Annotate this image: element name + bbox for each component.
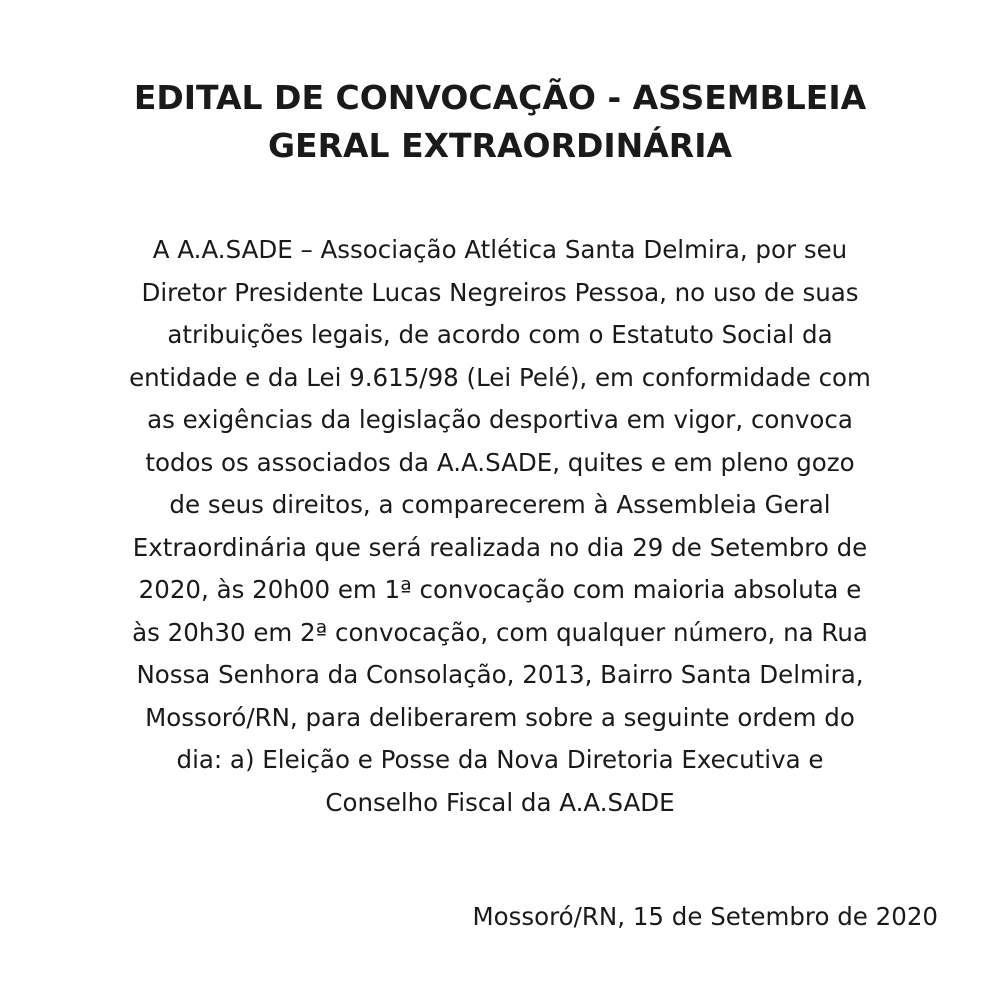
body-line: dia: a) Eleição e Posse da Nova Diretoria Executiva e <box>176 745 824 774</box>
body-line: Mossoró/RN, para deliberarem sobre a seguinte ordem do <box>145 702 855 732</box>
body-line: Conselho Fiscal da A.A.SADE <box>325 787 675 817</box>
document-body <box>0 229 1000 824</box>
signature-place-date: Mossoró/RN, 15 de Setembro de 2020 <box>472 902 938 931</box>
body-line: às 20h30 em 2ª convocação, com qualquer número, na Rua <box>132 617 868 647</box>
body-line: atribuições legais, de acordo com o Estatuto Social da <box>167 320 833 349</box>
title-line-1: EDITAL DE CONVOCAÇÃO - ASSEMBLEIA <box>133 78 867 117</box>
title-line-2: GERAL EXTRAORDINÁRIA <box>267 126 733 165</box>
body-line: 2020, às 20h00 em 1ª convocação com maioria absoluta e <box>138 575 862 604</box>
body-line: de seus direitos, a comparecerem à Assembleia Geral <box>169 490 831 519</box>
body-line: Diretor Presidente Lucas Negreiros Pessoa, no uso de suas <box>141 277 859 307</box>
body-line: todos os associados da A.A.SADE, quites e em pleno gozo <box>145 447 855 477</box>
document-title <box>0 74 1000 170</box>
body-line: entidade e da Lei 9.615/98 (Lei Pelé), em conformidade com <box>129 362 871 392</box>
body-line: as exigências da legislação desportiva em vigor, convoca <box>147 405 853 434</box>
body-line: Extraordinária que será realizada no dia 29 de Setembro de <box>132 532 868 562</box>
body-line: A A.A.SADE – Associação Atlética Santa Delmira, por seu <box>152 235 848 264</box>
body-line: Nossa Senhora da Consolação, 2013, Bairro Santa Delmira, <box>136 660 864 689</box>
